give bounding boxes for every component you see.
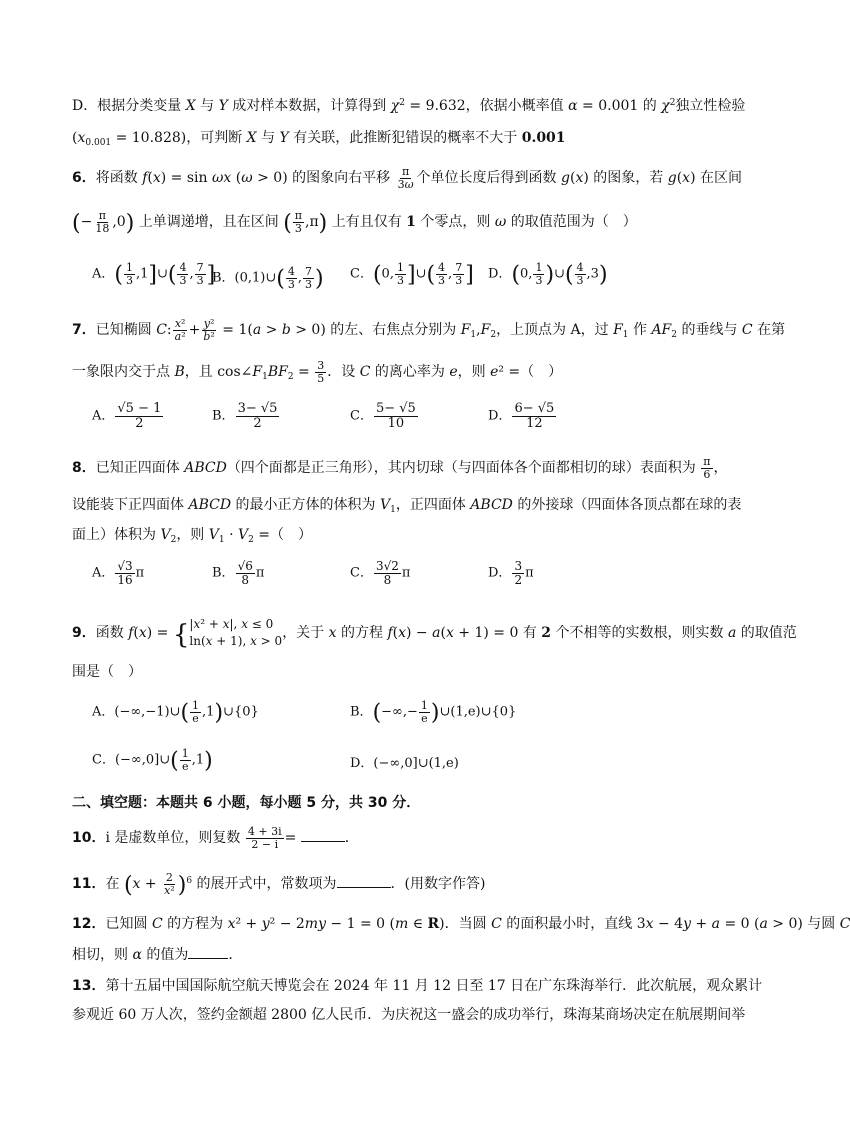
q9-option-b: B．(−∞,− $\frac{1}{e}$ )∪(1,e)∪{0} [350,699,517,726]
q12-line1: 12．已知圆 C 的方程为 x² + y² − 2my − 1 = 0 (m ∈ R)．当圆 C 的面积最小时，直线 3x − 4y + a = 0 (a > 0) 与圆 C [72,916,850,932]
q7-line1: 7．已知椭圆 C: $\frac{\text{x²}}{\text{a²}}$ + $\frac{\text{y²}}{\text{b²}}$ = 1(a > b > 0) 的左、右焦点分别为 $F_1,F_2$，上顶点为 A，过 $F_1$ 作 $AF_2$ 的垂线与 C 在第 [72,317,786,343]
q6-option-b: B．(0,1)∪( $\frac{4}{3}$ , $\frac{7}{3}$ ) [212,265,324,292]
q12-line2: 相切，则 α 的值为 ． [72,947,243,963]
q9-option-a: A．(−∞,−1)∪( $\frac{1}{e}$ ,1)∪{0} [92,699,259,726]
q13-line2: 参观近 60 万人次，签约金额超 2800 亿人民币．为庆祝这一盛会的成功举行，珠海某商场决定在航展期间举 [72,1007,746,1023]
q7-option-a: A． $\frac{√5 - 1}{2}$ [92,401,162,431]
q8-option-d: D． $\frac{3}{2}$ π [488,559,534,587]
q7-option-d: D． $\frac{6- √5}{12}$ [488,401,555,431]
q10: 10．i 是虚数单位，则复数 $\frac{4 + 3i}{2 - i}$ = ． [72,825,359,851]
q11: 11．在 (x + $\frac{2}{\text{x²}}$ )$^6$ 的展开式中，常数项为 ．(用数字作答) [72,871,486,899]
q8-line3: 面上）体积为 $V_2$，则 $V_1 \cdot V_2$ =（ ） [72,527,313,545]
section-2-heading: 二、填空题：本题共 6 小题，每小题 5 分，共 30 分． [72,795,421,811]
q7-line2: 一象限内交于点 B，且 $\cos\angle F_1BF_2$ = $\frac{3}{5}$ ．设 C 的离心率为 e，则 e² =（ ） [72,359,563,385]
q6-line1: 6．将函数 f(x) = sin ωx (ω > 0) 的图象向右平移 $\frac{\pi}{3\omega}$ 个单位长度后得到函数 g(x) 的图象，若 g(x) 在区间 [72,165,742,191]
q9-option-d: D．(−∞,0]∪(1,e) [350,756,459,771]
q13-number: 13． [72,978,106,994]
q6-option-d: D．(0, $\frac{1}{3}$ )∪( $\frac{4}{3}$ ,3) [488,261,608,288]
q7-option-b: B． $\frac{3- √5}{2}$ [212,401,278,431]
q5-option-d-line1: D．根据分类变量 X 与 Y 成对样本数据，计算得到 $\chi^2 = 9.632$，依据小概率值 α = 0.001 的 $\chi^2$独立性检验 [72,98,746,114]
q9-line2: 围是（ ） [72,664,142,680]
q8-option-b: B． $\frac{√6}{8}$ π [212,559,265,587]
q5-option-d-line2: $(x_{0.001} = 10.828)$，可判断 X 与 Y 有关联，此推断犯错误的概率不大于 0.001 [72,130,566,148]
q8-line1: 8．已知正四面体 ABCD（四个面都是正三角形），其内切球（与四面体各个面都相切的球）表面积为 $\frac{\pi}{6}$ ， [72,455,728,481]
q6-line2: (− $\frac{\pi}{18}$ ,0) 上单调递增，且在区间 ( $\frac{\pi}{3}$ ,π) 上有且仅有 1 个零点，则 ω 的取值范围为（ ） [72,209,637,237]
q13-line1: 13．第十五届中国国际航空航天博览会在 2024 年 11 月 12 日至 17 日在广东珠海举行．此次航展，观众累计 [72,978,763,994]
q8-option-c: C． $\frac{3√2}{8}$ π [350,559,411,587]
q8-line2: 设能装下正四面体 ABCD 的最小正方体的体积为 $V_1$，正四面体 ABCD 的外接球（四面体各顶点都在球的表 [72,497,742,515]
q6-option-a: A．( $\frac{1}{3}$ ,1]∪( $\frac{4}{3}$ , $\frac{7}{3}$ ] [92,261,216,288]
q8-option-a: A． $\frac{√3}{16}$ π [92,559,145,587]
q9-option-c: C．(−∞,0]∪( $\frac{1}{e}$ ,1) [92,747,213,774]
q7-option-c: C． $\frac{5- √5}{10}$ [350,401,416,431]
q9-line1: 9．函数 f(x) = { |x² + x|, x ≤ 0 ln(x + 1), x > 0 ，关于 x 的方程 f(x) − a(x + 1) = 0 有 2 个不相等的实数根，则实数 a 的取值范 [72,617,797,650]
q6-option-c: C．(0, $\frac{1}{3}$ ]∪( $\frac{4}{3}$ , $\frac{7}{3}$ ] [350,261,474,288]
